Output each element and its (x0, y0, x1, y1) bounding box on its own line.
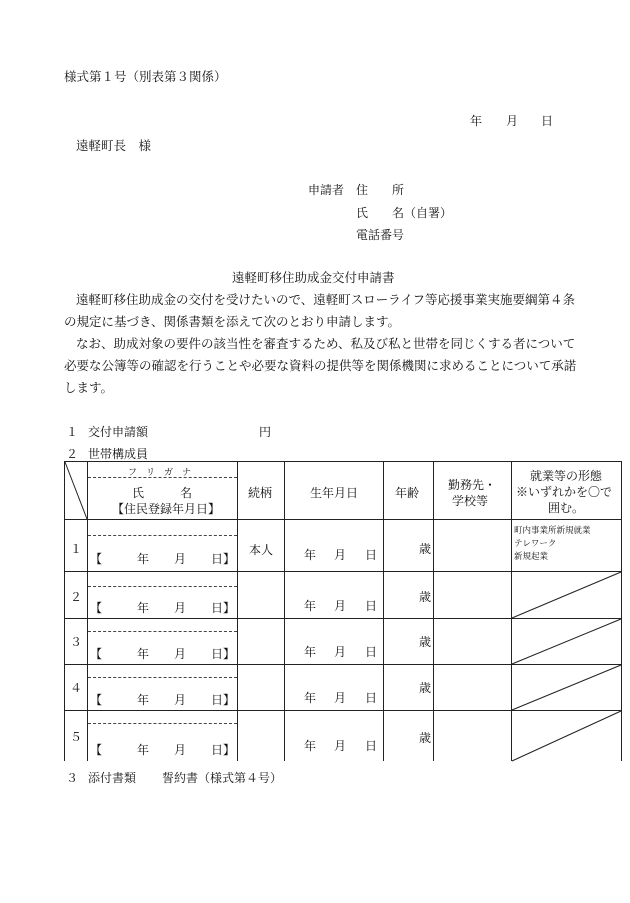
header-name: 氏 名 (132, 486, 193, 500)
reg-date-open: 【 (90, 552, 103, 566)
applicant-address-label: 住 所 (356, 183, 405, 197)
birth-day: 日 (365, 599, 378, 613)
date-year: 年 (470, 114, 483, 128)
row-number: ５ (70, 730, 83, 744)
birth-month: 月 (334, 739, 347, 753)
reg-date-month: 月 (174, 601, 187, 615)
reg-date-year: 年 (137, 647, 150, 661)
reg-date-day: 日】 (211, 693, 236, 707)
employment-option-local-job: 町内事業所新規就業 (514, 526, 591, 536)
employment-option-startup: 新規起業 (514, 552, 549, 562)
employment-option-telework: テレワーク (514, 539, 557, 549)
birth-month: 月 (334, 548, 347, 562)
applicant-name-label: 氏 名（自署） (356, 206, 453, 220)
relation-cell: 本人 (249, 543, 274, 557)
section2-label: 世帯構成員 (88, 447, 149, 461)
reg-date-year: 年 (137, 693, 150, 707)
document-title: 遠軽町移住助成金交付申請書 (232, 270, 395, 285)
reg-date-day: 日】 (211, 647, 236, 661)
birth-month: 月 (334, 691, 347, 705)
reg-date-month: 月 (174, 647, 187, 661)
addressee: 遠軽町長 様 (76, 138, 152, 153)
date-day: 日 (541, 114, 554, 128)
header-birthdate: 生年月日 (310, 486, 359, 500)
header-workplace-2: 学校等 (452, 494, 489, 508)
birth-year: 年 (304, 548, 317, 562)
row-number: １ (70, 542, 83, 556)
body-p1-line2: の規定に基づき、関係書類を添えて次のとおり申請します。 (64, 314, 401, 329)
section1-label: 交付申請額 (88, 425, 149, 439)
birth-day: 日 (365, 548, 378, 562)
birth-day: 日 (365, 645, 378, 659)
reg-date-year: 年 (137, 743, 150, 757)
section3-number: ３ (66, 771, 79, 785)
header-employment-3: 囲む。 (548, 501, 585, 515)
date-month: 月 (506, 114, 519, 128)
header-age: 年齢 (395, 486, 420, 500)
reg-date-year: 年 (137, 552, 150, 566)
section1-unit: 円 (259, 425, 272, 439)
age-unit: 歳 (419, 731, 432, 745)
birth-year: 年 (304, 739, 317, 753)
body-p1-line1: 遠軽町移住助成金の交付を受けたいので、遠軽町スローライフ等応援事業実施要綱第４条 (76, 292, 576, 307)
header-furigana: フ リ ガ ナ (128, 468, 192, 478)
birth-year: 年 (304, 599, 317, 613)
applicant-phone-label: 電話番号 (356, 228, 405, 242)
reg-date-day: 日】 (211, 743, 236, 757)
birth-day: 日 (365, 739, 378, 753)
header-workplace-1: 勤務先・ (448, 478, 497, 492)
body-p2-line2: 必要な公簿等の確認を行うことや必要な資料の提供等を関係機関に求めることについて承諾 (64, 358, 577, 373)
body-p2-line3: します。 (64, 380, 114, 395)
reg-date-open: 【 (90, 693, 103, 707)
reg-date-day: 日】 (211, 552, 236, 566)
row-number: ３ (70, 635, 83, 649)
section1-number: １ (66, 425, 79, 439)
age-unit: 歳 (419, 590, 432, 604)
form-number: 様式第１号（別表第３関係） (64, 69, 227, 84)
header-employment-1: 就業等の形態 (530, 469, 603, 483)
reg-date-open: 【 (90, 743, 103, 757)
age-unit: 歳 (419, 542, 432, 556)
reg-date-open: 【 (90, 647, 103, 661)
reg-date-month: 月 (174, 693, 187, 707)
section2-number: ２ (66, 447, 79, 461)
birth-day: 日 (365, 691, 378, 705)
reg-date-month: 月 (174, 743, 187, 757)
reg-date-day: 日】 (211, 601, 236, 615)
birth-year: 年 (304, 645, 317, 659)
header-registration: 【住民登録年月日】 (112, 502, 221, 516)
reg-date-month: 月 (174, 552, 187, 566)
birth-month: 月 (334, 599, 347, 613)
row-number: ４ (70, 681, 83, 695)
birth-year: 年 (304, 691, 317, 705)
age-unit: 歳 (419, 681, 432, 695)
row-number: ２ (70, 590, 83, 604)
reg-date-open: 【 (90, 601, 103, 615)
reg-date-year: 年 (137, 601, 150, 615)
section3-label: 添付書類 (88, 771, 137, 785)
birth-month: 月 (334, 645, 347, 659)
section3-value: 誓約書（様式第４号） (162, 771, 283, 785)
header-employment-2: ※いずれかを〇で (516, 485, 613, 499)
header-relation: 続柄 (248, 486, 273, 500)
body-p2-line1: なお、助成対象の要件の該当性を審査するため、私及び私と世帯を同じくする者について (76, 336, 576, 351)
applicant-label: 申請者 (308, 183, 345, 197)
age-unit: 歳 (419, 635, 432, 649)
